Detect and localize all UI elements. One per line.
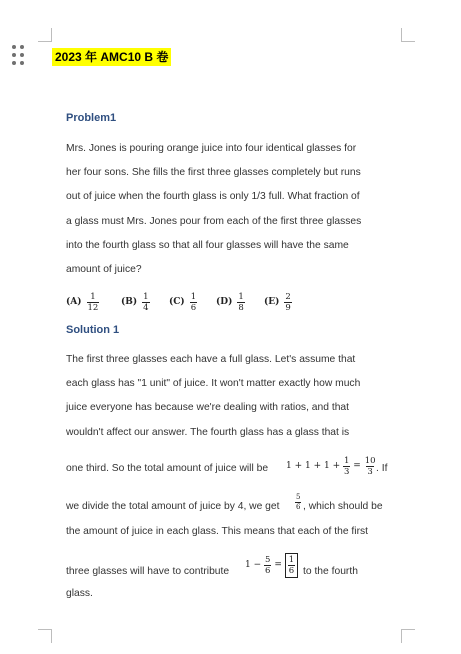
math-contribution: 1 − $\frac{5}{6}$ = $\frac{1}{6}$ [245,545,298,585]
problem-statement [66,137,396,282]
corner-mark-bottom-right [401,629,415,643]
answer-choices [66,287,396,317]
corner-mark-top-left [38,28,52,42]
choice-b [121,287,150,317]
problem-line: amount of juice? [66,264,142,276]
solution-line: juice everyone has because we're dealing with ratios, and that [66,402,350,414]
solution-line: one third. So the total amount of juice will be [66,463,269,474]
problem-line: into the fourth glass so that all four glasses will have the same [66,239,349,251]
problem-line: Mrs. Jones is pouring orange juice into four identical glasses for [66,143,357,154]
choice-d [216,287,245,317]
choice-fraction: $\frac{1}{8}$ [238,291,244,313]
choice-fraction: $\frac{2}{9}$ [285,291,291,313]
choice-a [66,287,99,317]
solution-line: we divide the total amount of juice by 4, we get [66,501,280,512]
solution-line: three glasses will have to contribute [66,566,230,577]
boxed-answer: $\frac{1}{6}$ [285,553,298,578]
solution-line-suffix: . If [376,463,388,474]
document-title: 2023 年 AMC10 B 卷 [52,48,171,66]
choice-label: (D) [216,297,233,307]
choice-c [169,287,197,317]
choice-label: (C) [169,297,185,307]
solution-line: the amount of juice in each glass. This means that each of the first [66,526,369,537]
solution-line: wouldn't affect our answer. The fourth glass has a glass that is [66,426,350,438]
problem-line: out of juice when the fourth glass is only 1/3 full. What fraction of [66,191,360,203]
solution-line: each glass has "1 unit" of juice. It won't matter exactly how much [66,378,361,390]
choice-fraction: $\frac{1}{12}$ [87,291,99,313]
problem-line: a glass must Mrs. Jones pour from each of the first three glasses [66,215,362,227]
math-per-glass [295,487,301,517]
problem-heading: Problem1 [66,112,117,124]
choice-label: (B) [121,297,138,307]
solution-line: The first three glasses each have a full glass. Let's assume that [66,354,356,365]
corner-mark-top-right [401,28,415,42]
fraction: $\frac{5}{6}$ [265,554,271,576]
solution-text [66,348,396,445]
choice-fraction: $\frac{1}{6}$ [190,291,197,313]
fraction: $\frac{5}{6}$ [296,492,301,511]
choice-label: (A) [66,297,82,307]
solution-heading: Solution 1 [66,324,120,336]
solution-line: glass. [66,588,93,599]
problem-line: her four sons. She fills the first three glasses completely but runs [66,167,361,179]
choice-e [264,287,292,317]
choice-fraction: $\frac{1}{4}$ [143,291,149,313]
choice-label: (E) [264,297,280,307]
fraction: $\frac{1}{3}$ [343,455,350,477]
math-total-juice: 1 + 1 + 1 + $\frac{1}{3}$ = $\frac{10}{3}$ [286,455,376,477]
solution-line-suffix: , which should be [303,501,383,512]
drag-handle-icon[interactable] [12,45,26,67]
solution-line-suffix: to the fourth [303,566,358,577]
fraction: $\frac{10}{3}$ [364,455,376,477]
corner-mark-bottom-left [38,629,52,643]
